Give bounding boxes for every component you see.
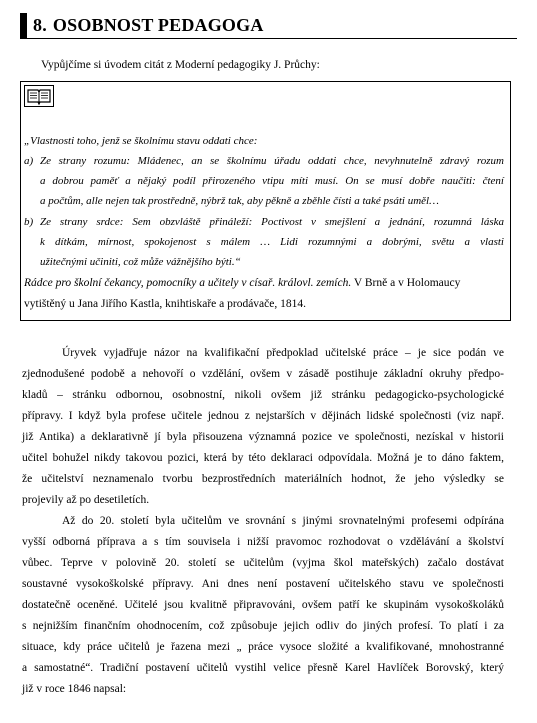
- quote-b-line: k dítkám, mírnost, spokojenost s málem … Lidi rozumnými a dobrými, světu a vlasti: [40, 236, 504, 248]
- paragraph-line: že učitelství neznamenalo tvorbu bezprostředních materiálních hodnot, že jeho výsledky se: [22, 473, 504, 485]
- quote-source: [24, 277, 506, 290]
- paragraph-line: Úryvek vyjadřuje názor na kvalifikační předpoklad učitelské práce – je sice podán ve: [62, 347, 504, 359]
- quote-box: [20, 81, 511, 321]
- paragraph-line: již v roce 1846 napsal:: [22, 683, 127, 695]
- quote-marker-b: b): [24, 216, 34, 228]
- quote-marker-a: a): [24, 155, 34, 167]
- paragraph-line: situace, kdy práce učitelů je řazena mezi „ práce vysoce složité a kvalifikované, mnohostranné: [22, 641, 504, 653]
- paragraph-line: kladů – stránku odbornou, osobnostní, nikoli ovšem již stránku pedagogicko-psychologické: [22, 389, 504, 401]
- paragraph-line: přípravy. I když byla profese učitele jednou z nejstarších v dějinách lidské společnosti (viz např.: [22, 410, 504, 422]
- paragraph-line: již Antika) a deklarativně jí byla přisouzena významná pozice ve společnosti, nezískal v historii: [22, 431, 504, 443]
- quote-source-title: Rádce pro školní čekancy, pomocníky a učitely v císař. královl. zemích.: [24, 277, 352, 289]
- quote-opening: „Vlastnosti toho, jenž se školnímu stavu oddati chce:: [24, 135, 258, 147]
- chapter-title: OSOBNOST PEDAGOGA: [52, 15, 264, 35]
- quote-a-line: a počtům, alle nejen tak prostředně, nýbrž tak, aby pěkně a zběhle čísti a také psáti uměl…: [40, 195, 439, 207]
- paragraph-line: a samostatné“. Tradiční postavení učitelů vystihl velice přesně Karel Havlíček Borovský, který: [22, 662, 504, 674]
- paragraph-line: dostatečně oceněné. Učitelé jsou kvalitně připravováni, ovšem patří ke skupinám vysokoškoláků: [22, 599, 504, 611]
- paragraph-line: vyšší odborná příprava a s tím souvisela i nižší pravomoc rozhodovat o vzdělávání a školství: [22, 536, 504, 548]
- quote-source-imprint: vytištěný u Jana Jiřího Kastla, knihtiskaře a prodávače, 1814.: [24, 298, 306, 310]
- intro-sentence: Vypůjčíme si úvodem citát z Moderní pedagogiky J. Průchy:: [41, 59, 320, 71]
- paragraph-line: Až do 20. století byla učitelům ve srovnání s jinými srovnatelnými profesemi odpírána: [62, 515, 504, 527]
- quote-source-place: V Brně a v Holomaucy: [351, 277, 461, 289]
- book-icon: [24, 85, 54, 107]
- paragraph-line: projevily až po desetiletích.: [22, 494, 150, 506]
- quote-a-line: a dobrou paměť a nějaký podíl přirozeného vtipu míti musí. On se musí dobře naučiti: čtení: [40, 175, 504, 187]
- quote-b-line: užitečnými učiniti, což může vážnějšího býti.“: [40, 256, 241, 268]
- quote-b-line: Ze strany srdce: Sem obzvláště přináleží: Poctivost v smejšlení a jednání, rozumná láska: [40, 216, 504, 228]
- paragraph-line: s nejnižším finančním ohodnocením, což způsobuje jejich odliv do jiných profesí. To platí i za: [22, 620, 504, 632]
- quote-a-line: Ze strany rozumu: Mládenec, an se školnímu úřadu oddati chce, nevyhnutelně zdravý rozum: [40, 155, 504, 167]
- chapter-heading: [20, 13, 517, 39]
- paragraph-line: vůbec. Teprve v polovině 20. století se učitelům (vyjma škol mateřských) začalo dostávat: [22, 557, 504, 569]
- paragraph-line: zjednodušené podobě a nehovoří o vzdělání, ovšem v zásadě postihuje základní okruhy předpo-: [22, 368, 504, 380]
- chapter-number: 8.: [33, 15, 47, 35]
- paragraph-line: soustavné vysokoškolské přípravy. Ani dnes není postavení učitelského stavu ve společnosti: [22, 578, 504, 590]
- paragraph-line: učitel bohužel nikdy takovou pozici, která by této deklaraci odpovídala. Možná je to dáno faktem,: [22, 452, 504, 464]
